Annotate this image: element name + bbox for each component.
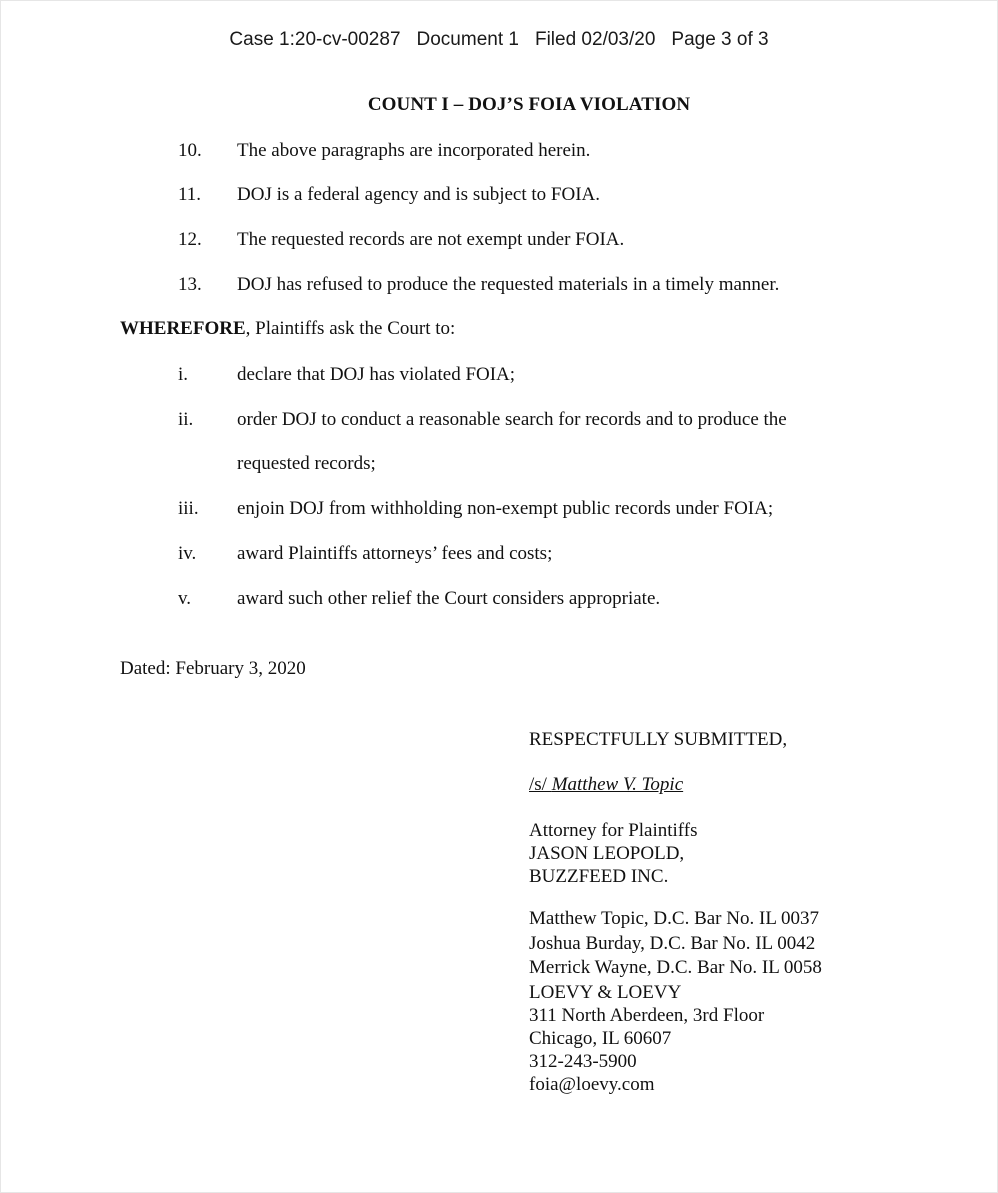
city-state-zip: Chicago, IL 60607 bbox=[529, 1027, 672, 1049]
firm-name: LOEVY & LOEVY bbox=[529, 981, 682, 1003]
attorney-line: Merrick Wayne, D.C. Bar No. IL 0058 bbox=[529, 957, 822, 978]
count-heading: COUNT I – DOJ’S FOIA VIOLATION bbox=[367, 94, 691, 115]
page-number: Page 3 of 3 bbox=[671, 29, 769, 50]
paragraph-number: 10. bbox=[178, 140, 202, 161]
signature-prefix: /s/ bbox=[529, 774, 552, 795]
case-number: Case 1:20-cv-00287 bbox=[229, 29, 401, 50]
paragraph-text: The above paragraphs are incorporated herein. bbox=[237, 140, 591, 161]
relief-number: iii. bbox=[178, 498, 199, 519]
paragraph-number: 12. bbox=[178, 229, 202, 250]
paragraph-text: DOJ is a federal agency and is subject to FOIA. bbox=[237, 184, 601, 205]
email-address: foia@loevy.com bbox=[529, 1073, 655, 1095]
relief-number: i. bbox=[178, 364, 189, 385]
wherefore-text: , Plaintiffs ask the Court to: bbox=[245, 318, 456, 339]
document-number: Document 1 bbox=[416, 29, 519, 50]
paragraph-number: 13. bbox=[178, 274, 202, 295]
filed-date: Filed 02/03/20 bbox=[534, 29, 656, 50]
signature-name: Matthew V. Topic bbox=[551, 774, 684, 795]
relief-text: award such other relief the Court considers appropriate. bbox=[237, 588, 661, 609]
client-name: JASON LEOPOLD, bbox=[529, 843, 685, 864]
relief-number: v. bbox=[178, 588, 192, 609]
phone-number: 312-243-5900 bbox=[529, 1050, 637, 1072]
wherefore-bold: WHEREFORE bbox=[120, 318, 246, 339]
attorney-line: Joshua Burday, D.C. Bar No. IL 0042 bbox=[529, 932, 816, 954]
relief-text: award Plaintiffs attorneys’ fees and costs; bbox=[237, 543, 553, 564]
closing-line: RESPECTFULLY SUBMITTED, bbox=[529, 729, 788, 750]
case-header bbox=[0, 29, 998, 51]
relief-text: declare that DOJ has violated FOIA; bbox=[237, 364, 516, 385]
relief-text-continued: requested records; bbox=[237, 453, 376, 474]
client-name: BUZZFEED INC. bbox=[529, 866, 669, 887]
paragraph-text: The requested records are not exempt under FOIA. bbox=[237, 229, 625, 250]
street-address: 311 North Aberdeen, 3rd Floor bbox=[529, 1004, 765, 1026]
attorney-for-block bbox=[529, 819, 698, 888]
attorney-for-line: Attorney for Plaintiffs bbox=[529, 820, 698, 841]
attorney-contact-block bbox=[529, 907, 822, 1096]
dated-line: Dated: February 3, 2020 bbox=[120, 658, 306, 679]
electronic-signature bbox=[529, 774, 683, 796]
relief-number: ii. bbox=[178, 409, 194, 430]
relief-text: enjoin DOJ from withholding non-exempt public records under FOIA; bbox=[237, 498, 774, 519]
attorney-line: Matthew Topic, D.C. Bar No. IL 0037 bbox=[529, 908, 819, 929]
relief-number: iv. bbox=[178, 543, 197, 564]
paragraph-number: 11. bbox=[178, 184, 202, 205]
wherefore-clause bbox=[120, 318, 455, 340]
paragraph-text: DOJ has refused to produce the requested materials in a timely manner. bbox=[237, 274, 780, 295]
relief-text: order DOJ to conduct a reasonable search for records and to produce the bbox=[237, 409, 787, 430]
